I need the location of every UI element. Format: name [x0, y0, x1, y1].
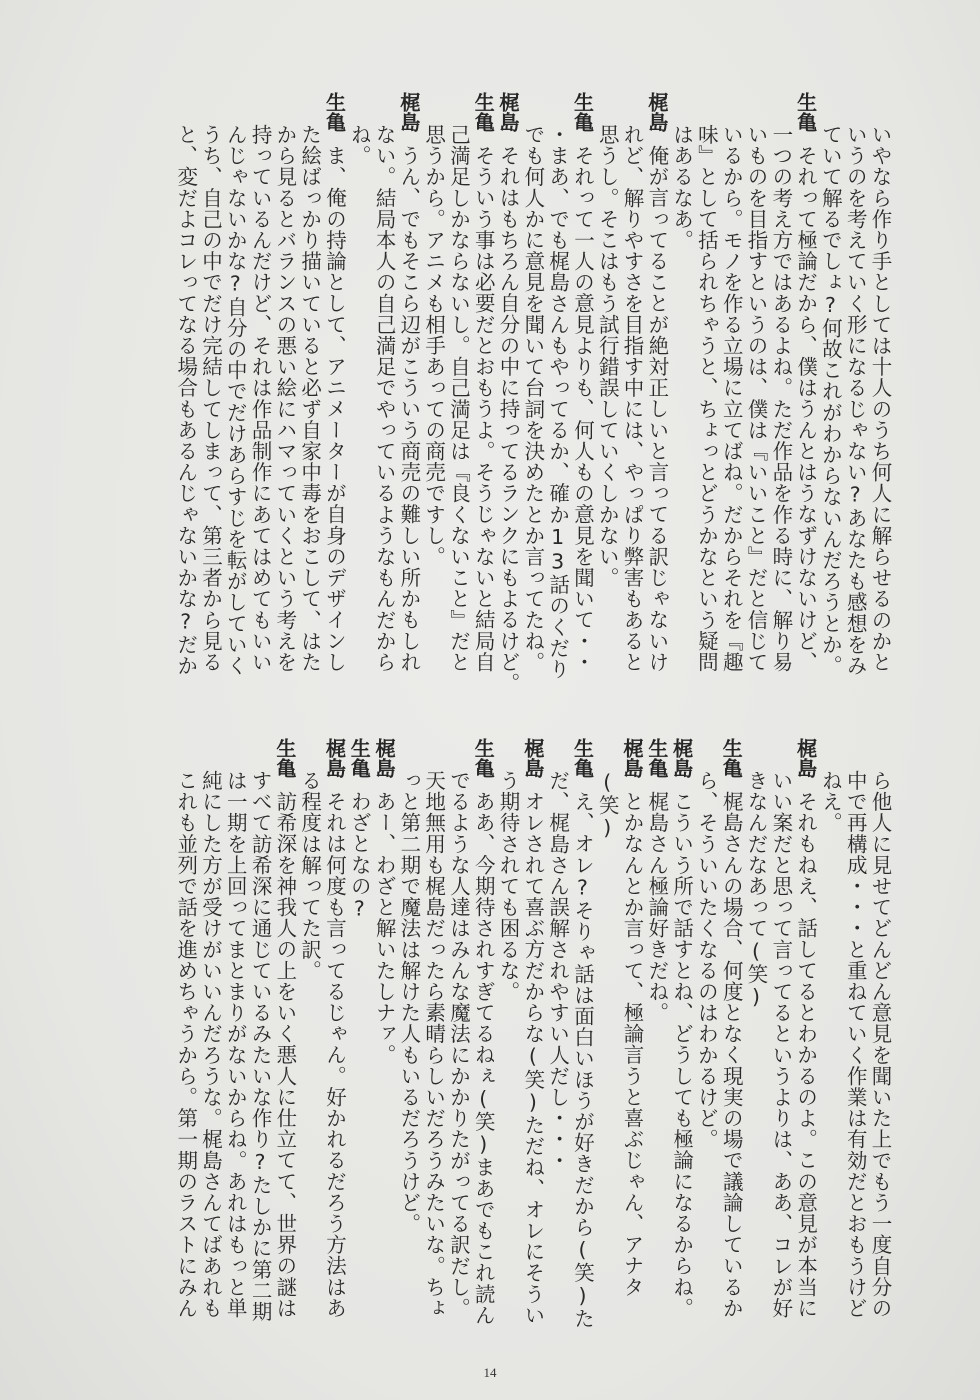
- text-column: [495, 92, 520, 694]
- speaker-label: 生亀: [570, 738, 595, 778]
- text-line: んじゃないかな?自分の中でだけあらすじを転がしていく: [223, 124, 248, 677]
- text-line: 思うし。そこはもう試行錯誤していくしかない。: [595, 124, 620, 589]
- text-line: ね。: [347, 124, 372, 167]
- text-column: [421, 738, 446, 1319]
- text-line: いうのを考えていく形になるじゃない?あなたも感想をみ: [843, 124, 868, 677]
- speaker-label: 梶島: [322, 738, 347, 778]
- text-column: [346, 92, 371, 166]
- text-column: [694, 92, 719, 673]
- text-column: [818, 92, 843, 676]
- text-column: [520, 92, 545, 673]
- speaker-label: 梶島: [620, 738, 645, 778]
- text-column: [297, 738, 322, 981]
- text-column: [371, 738, 396, 1065]
- speaker-label: 生亀: [719, 738, 744, 778]
- text-line: れど、解りやすさを目指す中には、やっぱり弊害もあると: [620, 124, 645, 673]
- speaker-label: 梶島: [372, 738, 397, 778]
- text-column: [346, 738, 371, 921]
- text-column: [173, 92, 198, 676]
- text-line: ・まあ、でも梶島さんもやってるか、確か13話のくだり: [545, 124, 570, 680]
- text-line: ま、俺の持論として、アニメーターが自身のデザインし: [322, 145, 347, 673]
- text-column: [470, 92, 495, 673]
- text-column: [644, 738, 669, 1023]
- text-column: [297, 92, 322, 673]
- text-line: いい案だと思って言ってるというよりは、ああ、コレが好: [768, 770, 793, 1319]
- text-column: [322, 738, 347, 1319]
- text-column: [644, 92, 669, 673]
- bottom-text-block: [173, 738, 892, 1329]
- text-column: [669, 738, 694, 1319]
- text-line: いものを目指すというのは、僕は『いいこと』だと信じて: [744, 124, 769, 673]
- text-column: [570, 92, 595, 673]
- text-column: [198, 92, 223, 673]
- speaker-label: 梶島: [644, 92, 669, 132]
- text-column: [594, 738, 619, 840]
- text-line: 訪希深を神我人の上をいく悪人に仕立てて、世界の謎は: [272, 791, 297, 1319]
- text-line: ていて解るでしょ?何故これがわからないんだろうとか。: [818, 124, 843, 677]
- text-line: は一期を上回ってまとまりがないからね。あれはもっと単: [223, 770, 248, 1319]
- text-line: る程度は解ってた訳。: [297, 770, 322, 981]
- text-line: わざとなの?: [347, 791, 372, 922]
- text-column: [718, 738, 743, 1319]
- text-line: それはもちろん自分の中に持ってるランクにもよるけど。: [496, 145, 521, 694]
- text-column: [867, 92, 892, 673]
- text-column: [793, 738, 818, 1319]
- text-column: [495, 738, 520, 1002]
- text-line: そういう事は必要だとおもうよ。そうじゃないと結局自: [471, 145, 496, 673]
- text-column: [842, 738, 867, 1319]
- speaker-label: 生亀: [347, 738, 372, 778]
- top-text-block: [173, 92, 892, 694]
- text-column: [272, 92, 297, 673]
- text-line: あー、わざと解いたしナァ。: [372, 791, 397, 1066]
- text-column: [222, 738, 247, 1319]
- text-column: [793, 92, 818, 673]
- text-line: うん、でもそこら辺がこういう商売の難しい所かもしれ: [396, 145, 421, 673]
- text-column: [396, 92, 421, 673]
- speaker-label: 梶島: [520, 738, 545, 778]
- text-line: (笑): [595, 770, 620, 841]
- text-column: [545, 738, 570, 1171]
- speaker-label: 生亀: [570, 92, 595, 132]
- text-column: [818, 738, 843, 833]
- speaker-label: 生亀: [272, 738, 297, 778]
- text-line: う期待されても困るな。: [496, 770, 521, 1003]
- text-column: [446, 738, 471, 1319]
- page-number: 14: [483, 1365, 497, 1380]
- speaker-label: 生亀: [644, 738, 669, 778]
- text-column: [619, 92, 644, 673]
- text-column: [520, 738, 545, 1326]
- text-column: [619, 738, 644, 1297]
- text-column: [198, 738, 223, 1319]
- text-line: 純にした方が受けがいいんだろうな。梶島さんてばあれも: [198, 770, 223, 1319]
- speaker-label: 梶島: [496, 92, 521, 132]
- speaker-label: 梶島: [669, 738, 694, 778]
- text-column: [768, 92, 793, 673]
- text-line: え、オレ?そりゃ話は面白いほうが好きだから(笑)た: [570, 791, 595, 1329]
- text-line: それって一人の意見よりも、何人もの意見を聞いて・・: [570, 145, 595, 673]
- text-line: オレされて喜ぶ方だからな(笑)ただね、オレにそうい: [520, 791, 545, 1326]
- text-column: [867, 738, 892, 1319]
- text-line: それは何度も言ってるじゃん。好かれるだろう方法はあ: [322, 791, 347, 1319]
- text-line: いやなら作り手としては十人のうち何人に解らせるのかと: [868, 124, 892, 673]
- text-line: 天地無用も梶島だったら素晴らしいだろうみたいな。ちょ: [421, 770, 446, 1319]
- text-line: でるような人達はみんな魔法にかかりたがってる訳だし。: [446, 770, 471, 1319]
- speaker-label: 生亀: [471, 738, 496, 778]
- text-line: ああ、今期待されすぎてるねぇ(笑)まあでもこれ読ん: [471, 791, 496, 1326]
- text-column: [842, 92, 867, 676]
- text-line: 思うから。アニメも相手あっての商売ですし。: [421, 124, 446, 568]
- text-line: 梶島さん極論好きだね。: [644, 791, 669, 1024]
- text-column: [371, 92, 396, 673]
- speaker-label: 梶島: [793, 738, 818, 778]
- text-line: すべて訪希深に通じているみたいな作り?たしかに第二期: [248, 770, 273, 1323]
- text-column: [545, 92, 570, 680]
- text-column: [272, 738, 297, 1319]
- text-line: っと第二期で魔法は解けた人もいるだろうけど。: [396, 770, 421, 1235]
- text-line: 持っているんだけど、それは作品制作にあてはめてもいい: [248, 124, 273, 673]
- text-column: [222, 92, 247, 676]
- text-line: こういう所で話すとね、どうしても極論になるからね。: [669, 791, 694, 1319]
- text-column: [446, 92, 471, 673]
- text-line: 俺が言ってることが絶対正しいと言ってる訳じゃないけ: [644, 145, 669, 673]
- text-line: 味』として括られちゃうと、ちょっとどうかなという疑問: [694, 124, 719, 673]
- text-column: [768, 738, 793, 1319]
- text-line: きなんだなあって(笑): [744, 770, 769, 1010]
- text-line: 梶島さんの場合、何度となく現実の場で議論しているか: [719, 791, 744, 1319]
- text-column: [247, 92, 272, 673]
- text-line: いるから。モノを作る立場に立てばね。だからそれを『趣: [719, 124, 744, 673]
- text-column: [718, 92, 743, 673]
- text-line: から見るとバランスの悪い絵にハマっていくという考えを: [272, 124, 297, 673]
- text-column: [396, 738, 421, 1234]
- text-line: 己満足しかならないし。自己満足は『良くないこと』だと: [446, 124, 471, 673]
- text-line: ねえ。: [818, 770, 843, 834]
- text-line: 中で再構成・・・と重ねていく作業は有効だとおもうけど: [843, 770, 868, 1319]
- text-column: [743, 92, 768, 673]
- text-column: [421, 92, 446, 567]
- speaker-label: 生亀: [471, 92, 496, 132]
- text-line: とかなんとか言って、極論言うと喜ぶじゃん、アナタ: [620, 791, 645, 1298]
- text-line: と、変だよコレってなる場合もあるんじゃないかな?だか: [173, 124, 198, 677]
- speaker-label: 生亀: [793, 92, 818, 132]
- text-column: [470, 738, 495, 1326]
- text-line: 一つの考え方ではあるよね。ただ作品を作る時に、解り易: [768, 124, 793, 673]
- text-line: た絵ばっかり描いていると必ず自家中毒をおこして、はた: [297, 124, 322, 673]
- text-column: [694, 738, 719, 1150]
- text-line: それって極論だから、僕はうんとはうなずけないけど、: [793, 145, 818, 673]
- text-line: ら、そういいたくなるのはわかるけど。: [694, 770, 719, 1150]
- text-line: それもねえ、話してるとわかるのよ。この意見が本当に: [793, 791, 818, 1319]
- text-column: [594, 92, 619, 588]
- speaker-label: 生亀: [322, 92, 347, 132]
- text-line: ない。結局本人の自己満足でやっているようなもんだから: [372, 124, 397, 673]
- text-column: [322, 92, 347, 673]
- text-column: [669, 92, 694, 251]
- text-line: うち、自己の中でだけ完結してしまって、第三者から見る: [198, 124, 223, 673]
- speaker-label: 梶島: [396, 92, 421, 132]
- text-column: [570, 738, 595, 1329]
- text-line: だ、梶島さん誤解されやすい人だし・・・: [545, 770, 570, 1171]
- text-line: でも何人かに意見を聞いて台詞を決めたとか言ってたね。: [520, 124, 545, 673]
- text-line: ら他人に見せてどんどん意見を聞いた上でもう一度自分の: [868, 770, 892, 1319]
- text-column: [743, 738, 768, 1009]
- text-column: [247, 738, 272, 1322]
- text-line: はあるなあ。: [669, 124, 694, 251]
- text-column: [173, 738, 198, 1319]
- text-line: これも並列で話を進めちゃうから。第一期のラストにみん: [173, 770, 198, 1319]
